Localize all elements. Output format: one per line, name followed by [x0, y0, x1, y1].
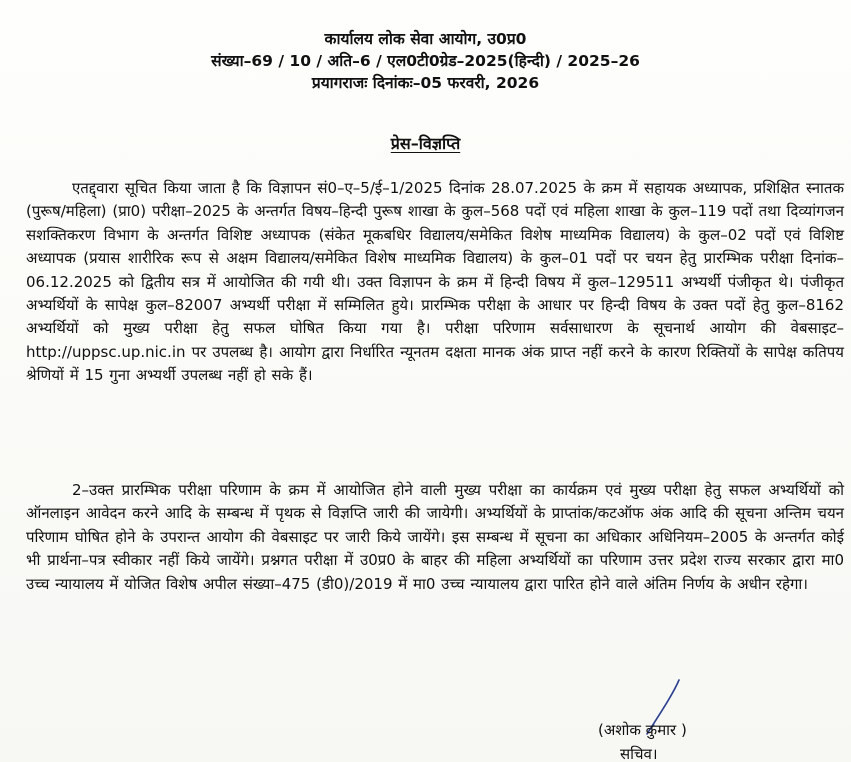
paragraph-1-text: एतद्द्वारा सूचित किया जाता है कि विज्ञापन सं0–ए–5/ई–1/2025 दिनांक 28.07.2025 के क्रम में सहायक अध्यापक, प्रशिक्षित स्नातक (पुरूष/महिला) (प्रा0) परीक्षा–2025 के अन्तर्गत विषय–हिन्दी पुरूष शाखा के कुल–568 पदों एवं महिला शाखा के कुल–119 पदों तथा दिव्यांगजन सशक्तिकरण विभाग के अन्तर्गत विशिष्ट अध्यापक (संकेत मूकबधिर विद्यालय/समेकित विशेष माध्यमिक विद्यालय) के कुल–02 पदों एवं विशिष्ट अध्यापक (प्रयास शारीरिक रूप से अक्षम विद्यालय/समेकित विशेष माध्यमिक विद्यालय) के कुल–01 पदों पर चयन हेतु प्रारम्भिक परीक्षा दिनांक–06.12.2025 को द्वितीय सत्र में आयोजित की गयी थी। उक्त विज्ञापन के क्रम में हिन्दी विषय में कुल–129511 अभ्यर्थी पंजीकृत थे। पंजीकृत अभ्यर्थियों के सापेक्ष कुल–82007 अभ्यर्थी परीक्षा में सम्मिलित हुये। प्रारम्भिक परीक्षा के आधार पर हिन्दी विषय के उक्त पदों हेतु कुल–8162 अभ्यर्थियों को मुख्य परीक्षा हेतु सफल घोषित किया गया है। परीक्षा परिणाम सर्वसाधारण के सूचनार्थ आयोग की वेबसाइट–http://uppsc.up.nic.in पर उपलब्ध है। आयोग द्वारा निर्धारित न्यूनतम दक्षता मानक अंक प्राप्त नहीं करने के कारण रिक्तियों के सापेक्ष कतिपय श्रेणियों में 15 गुना अभ्यर्थी उपलब्ध नहीं हो सके हैं।: [26, 179, 844, 385]
paragraph-2-text: 2–उक्त प्रारम्भिक परीक्षा परिणाम के क्रम में आयोजित होने वाली मुख्य परीक्षा का कार्यक्रम एवं मुख्य परीक्षा हेतु सफल अभ्यर्थियों को ऑनलाइन आवेदन करने आदि के सम्बन्ध में पृथक से विज्ञप्ति जारी की जायेगी। अभ्यर्थियों के प्राप्तांक/कटऑफ अंक आदि की सूचना अन्तिम चयन परिणाम घोषित होने के उपरान्त आयोग की वेबसाइट पर जारी किये जायेंगे। इस सम्बन्ध में सूचना का अधिकार अधिनियम–2005 के अन्तर्गत कोई भी प्रार्थना–पत्र स्वीकार नहीं किये जायेंगे। प्रश्नगत परीक्षा में उ0प्र0 के बाहर की महिला अभ्यर्थियों का परिणाम उत्तर प्रदेश राज्य सरकार द्वारा मा0 उच्च न्यायालय में योजित विशेष अपील संख्या–475 (डी0)/2019 में मा0 उच्च न्यायालय द्वारा पारित होने वाले अंतिम निर्णय के अधीन रहेगा।: [26, 481, 844, 593]
signatory-name: (अशोक कुमार ): [598, 721, 687, 739]
paragraph-2: [26, 479, 844, 596]
document-title: प्रेस–विज्ञप्ति: [390, 134, 461, 153]
place-date: प्रयागराजः दिनांकः–05 फरवरी, 2026: [311, 74, 540, 92]
paragraph-1: [26, 177, 844, 388]
reference-number: संख्या–69 / 10 / अति–6 / एल0टी0ग्रेड–2025(हिन्दी) / 2025–26: [211, 52, 640, 70]
letterhead: [0, 28, 851, 94]
office-name: कार्यालय लोक सेवा आयोग, उ0प्र0: [324, 30, 527, 48]
document-title-container: [0, 132, 851, 154]
signatory-designation: सचिव।: [620, 745, 658, 762]
